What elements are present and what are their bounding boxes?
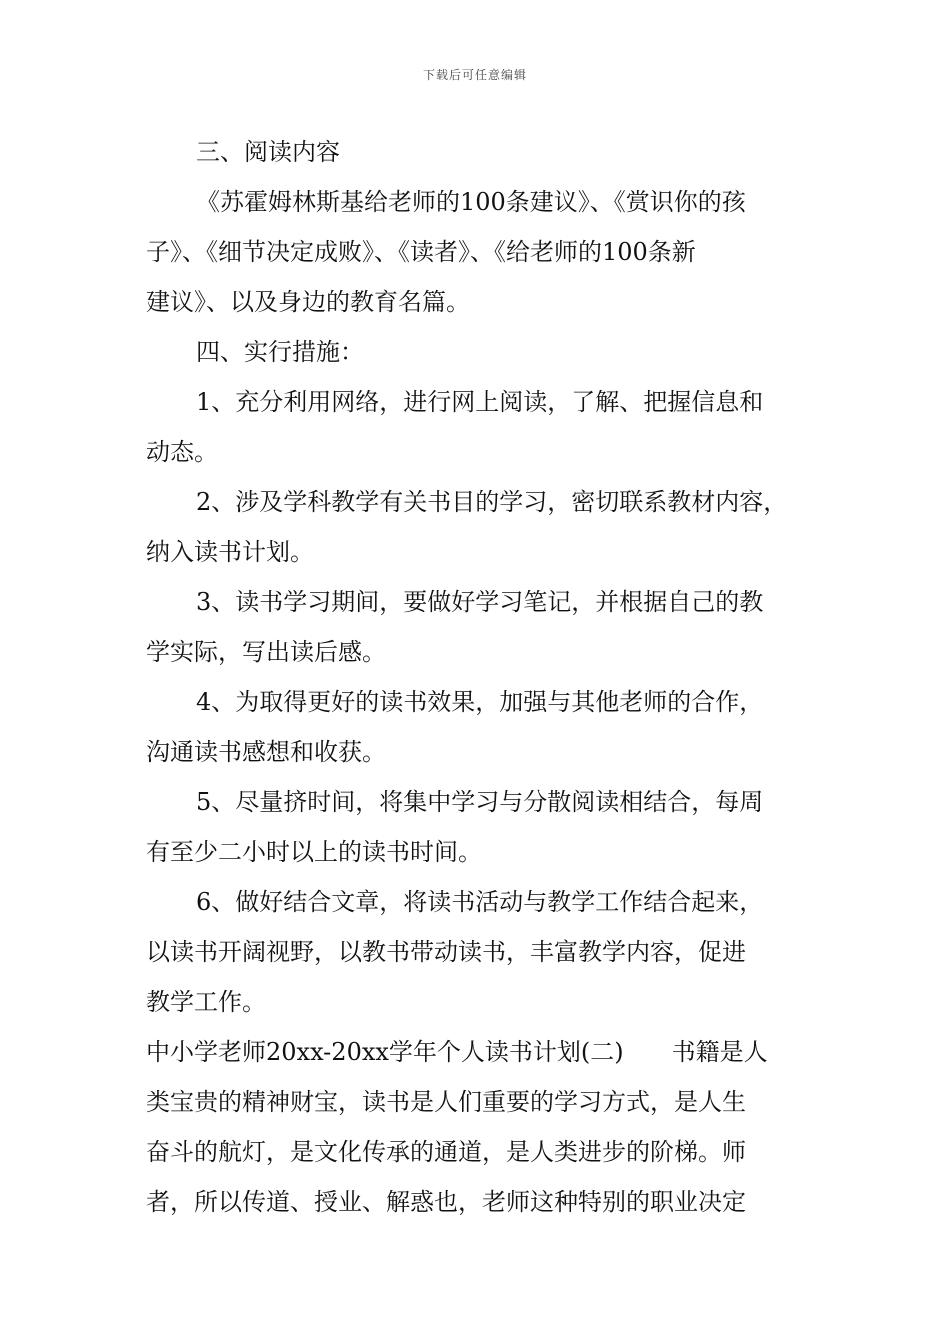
paragraph-line: 有至少二小时以上的读书时间。	[146, 838, 482, 866]
paragraph-line: 者，所以传道、授业、解惑也，老师这种特别的职业决定	[146, 1188, 746, 1216]
paragraph-line: 奋斗的航灯，是文化传承的通道，是人类进步的阶梯。师	[146, 1138, 746, 1166]
list-item-2: 2、涉及学科教学有关书目的学习，密切联系教材内容，	[196, 488, 788, 516]
paragraph-line: 类宝贵的精神财宝，读书是人们重要的学习方式，是人生	[146, 1088, 746, 1116]
page-header-note: 下载后可任意编辑	[422, 68, 527, 82]
list-item-6: 6、做好结合文章，将读书活动与教学工作结合起来，	[196, 888, 764, 916]
list-item-5: 5、尽量挤时间，将集中学习与分散阅读相结合，每周	[196, 788, 764, 816]
paragraph-line: 以读书开阔视野，以教书带动读书，丰富教学内容，促进	[146, 938, 746, 966]
section-heading-reading-content: 三、阅读内容	[196, 138, 340, 166]
section-title-plan-two: 中小学老师20xx-20xx学年个人读书计划(二) 书籍是人	[146, 1038, 768, 1066]
list-item-3: 3、读书学习期间，要做好学习笔记，并根据自己的教	[196, 588, 764, 616]
paragraph-line: 建议》、以及身边的教育名篇。	[146, 288, 470, 316]
paragraph-line: 纳入读书计划。	[146, 538, 314, 566]
paragraph-line: 沟通读书感想和收获。	[146, 738, 386, 766]
paragraph-line: 动态。	[146, 438, 218, 466]
list-item-1: 1、充分利用网络，进行网上阅读，了解、把握信息和	[196, 388, 764, 416]
section-heading-measures: 四、实行措施：	[196, 338, 364, 366]
paragraph-line: 子》、《细节决定成败》、《读者》、《给老师的100条新	[146, 238, 696, 266]
list-item-4: 4、为取得更好的读书效果，加强与其他老师的合作，	[196, 688, 764, 716]
paragraph-line: 教学工作。	[146, 988, 266, 1016]
document-body	[146, 127, 810, 1227]
paragraph-line: 学实际，写出读后感。	[146, 638, 386, 666]
paragraph-line: 《苏霍姆林斯基给老师的100条建议》、《赏识你的孩	[196, 188, 746, 216]
